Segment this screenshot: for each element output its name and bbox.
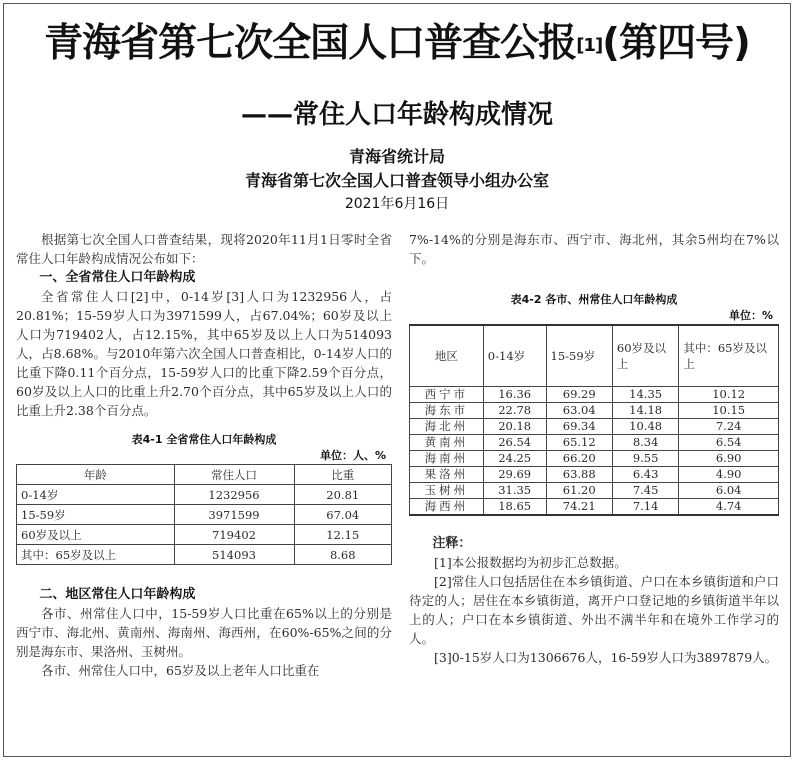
population-value: 3971599: [174, 505, 294, 525]
table-row: [410, 467, 779, 483]
region-name: 海西州: [410, 499, 484, 516]
region-name: 海北州: [410, 419, 484, 435]
share-65-plus: 7.24: [679, 419, 779, 435]
share-0-14: 31.35: [483, 483, 546, 499]
share-15-59: 63.04: [546, 403, 612, 419]
national-age-table: [16, 464, 392, 565]
section1-paragraph: 全省常住人口[2]中，0-14岁[3]人口为1232956人，占20.81%；15-59岁人口为3971599人，占67.04%；60岁及以上人口为719402人，占12.15%，其中65岁及以上人口为514093人，占8.68%。与2010年第六次全国人口普查相比，0-14岁人口的比重下降0.11个百分点，15-59岁人口的比重下降2.59个百分点，60岁及以上人口的比重上升2.70个百分点，其中65岁及以上人口的比重上升2.38个百分点。: [16, 289, 392, 418]
bulletin-title: [4, 18, 790, 70]
share-65-plus: 4.90: [679, 467, 779, 483]
share-60-plus: 14.18: [612, 403, 678, 419]
share-0-14: 16.36: [483, 387, 546, 403]
share-60-plus: 7.14: [612, 499, 678, 516]
title-footnote-ref: [1]: [576, 35, 603, 56]
regional-age-table: [409, 324, 779, 516]
population-value: 719402: [174, 525, 294, 545]
share-60-plus: 14.35: [612, 387, 678, 403]
share-0-14: 18.65: [483, 499, 546, 516]
col-header-15-59: 15-59岁: [546, 325, 612, 387]
share-15-59: 63.88: [546, 467, 612, 483]
age-group: 其中：65岁及以上: [17, 545, 175, 565]
share-0-14: 29.69: [483, 467, 546, 483]
table-row: [410, 419, 779, 435]
intro-paragraph: 根据第七次全国人口普查结果，现将2020年11月1日零时全省常住人口年龄构成情况公布如下：: [16, 232, 392, 266]
population-value: 1232956: [174, 485, 294, 505]
share-15-59: 61.20: [546, 483, 612, 499]
section2-heading: 二、地区常住人口年龄构成: [39, 587, 196, 602]
note-3: [3]0-15岁人口为1306676人，16-59岁人口为3897879人。: [434, 650, 778, 665]
col-header-0-14: 0-14岁: [483, 325, 546, 387]
title-number: (第四号): [602, 21, 750, 66]
share-65-plus: 4.74: [679, 499, 779, 516]
age-group: 60岁及以上: [17, 525, 175, 545]
region-name: 玉树州: [410, 483, 484, 499]
col-header-60-plus: 60岁及以上: [612, 325, 678, 387]
table-row: [410, 387, 779, 403]
age-group: 15-59岁: [17, 505, 175, 525]
section2-continuation: 7%-14%的分别是海东市、西宁市、海北州，其余5州均在7%以下。: [409, 232, 779, 266]
note-2: [2]常住人口包括居住在本乡镇街道、户口在本乡镇街道和户口待定的人；居住在本乡镇街道，离开户口登记地的乡镇街道半年以上的人；户口在本乡镇街道、外出不满半年和在境外工作学习的人。: [409, 574, 779, 646]
section2-paragraph-1: 各市、州常住人口中，15-59岁人口比重在65%以上的分别是西宁市、海北州、黄南州、海南州、海西州，在60%-65%之间的分别是海东市、果洛州、玉树州。: [16, 606, 392, 659]
share-60-plus: 10.48: [612, 419, 678, 435]
region-name: 果洛州: [410, 467, 484, 483]
region-name: 西宁市: [410, 387, 484, 403]
share-value: 67.04: [294, 505, 392, 525]
table1-caption: 表4-1 全省常住人口年龄构成: [131, 433, 277, 446]
share-65-plus: 10.15: [679, 403, 779, 419]
notes-section: [409, 534, 779, 667]
share-60-plus: 7.45: [612, 483, 678, 499]
share-15-59: 74.21: [546, 499, 612, 516]
population-value: 514093: [174, 545, 294, 565]
share-60-plus: 9.55: [612, 451, 678, 467]
share-65-plus: 6.54: [679, 435, 779, 451]
table-row: [17, 525, 392, 545]
share-60-plus: 8.34: [612, 435, 678, 451]
table-row: [410, 499, 779, 516]
col-header-age: 年龄: [17, 465, 175, 485]
share-value: 20.81: [294, 485, 392, 505]
bulletin-subtitle: ——常住人口年龄构成情况: [240, 100, 553, 130]
share-15-59: 69.29: [546, 387, 612, 403]
notes-heading: 注释：: [432, 536, 472, 551]
share-65-plus: 10.12: [679, 387, 779, 403]
share-value: 8.68: [294, 545, 392, 565]
section2-paragraph-2: 各市、州常住人口中，65岁及以上老年人口比重在: [41, 663, 320, 678]
region-name: 海南州: [410, 451, 484, 467]
table-row: [17, 545, 392, 565]
share-value: 12.15: [294, 525, 392, 545]
age-group: 0-14岁: [17, 485, 175, 505]
share-65-plus: 6.04: [679, 483, 779, 499]
right-column: [409, 230, 779, 667]
table-row: [17, 485, 392, 505]
share-0-14: 24.25: [483, 451, 546, 467]
issuer-bureau: 青海省统计局: [348, 147, 445, 166]
region-name: 黄南州: [410, 435, 484, 451]
title-main: 青海省第七次全国人口普查公报: [44, 21, 577, 66]
col-header-region: 地区: [410, 325, 484, 387]
section1-heading: 一、全省常住人口年龄构成: [39, 270, 196, 285]
share-15-59: 65.12: [546, 435, 612, 451]
share-15-59: 66.20: [546, 451, 612, 467]
table-row: [410, 435, 779, 451]
table-row: [410, 483, 779, 499]
table-row: [410, 403, 779, 419]
issuer-office: 青海省第七次全国人口普查领导小组办公室: [244, 171, 549, 190]
table1-unit: 单位：人、%: [319, 449, 386, 462]
share-65-plus: 6.90: [679, 451, 779, 467]
share-60-plus: 6.43: [612, 467, 678, 483]
left-column: [16, 230, 392, 680]
table2-unit: 单位：%: [728, 309, 773, 322]
share-0-14: 20.18: [483, 419, 546, 435]
share-0-14: 26.54: [483, 435, 546, 451]
table-header-row: [17, 465, 392, 485]
share-0-14: 22.78: [483, 403, 546, 419]
publish-date: 2021年6月16日: [344, 196, 450, 212]
col-header-share: 比重: [294, 465, 392, 485]
region-name: 海东市: [410, 403, 484, 419]
table-row: [410, 451, 779, 467]
table-header-row: [410, 325, 779, 387]
note-1: [1]本公报数据均为初步汇总数据。: [434, 555, 627, 570]
table-row: [17, 505, 392, 525]
share-15-59: 69.34: [546, 419, 612, 435]
bulletin-page: [3, 3, 791, 757]
col-header-65-plus: 其中：65岁及以上: [679, 325, 779, 387]
col-header-population: 常住人口: [174, 465, 294, 485]
table2-caption: 表4-2 各市、州常住人口年龄构成: [510, 293, 678, 306]
